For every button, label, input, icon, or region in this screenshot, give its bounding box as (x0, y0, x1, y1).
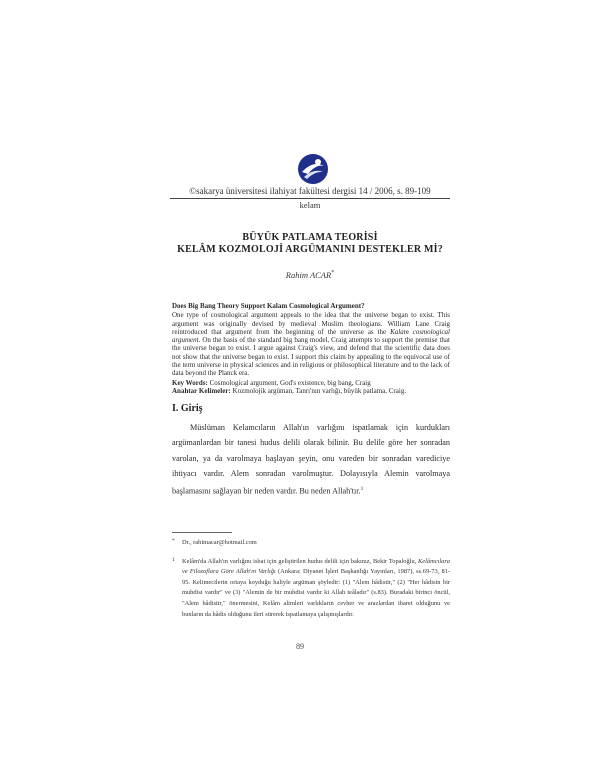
footnote-rule (172, 532, 232, 533)
footnote-author (172, 538, 450, 549)
header-rule (170, 198, 450, 199)
journal-citation: ©sakarya üniversitesi ilahiyat fakültesi dergisi 14 / 2006, s. 89-109 (189, 186, 431, 196)
footnotes (172, 538, 450, 628)
abstract-body (172, 311, 450, 377)
paragraph-text: Müslüman Kelamcıların Allah'ın varlığını ispatlamak için kurdukları argümanlardan bir tanesi hudus delili olarak bilinir. Bu delile göre her sonradan varolan, ya da varolmaya başlayan şeyin, onu vareden bir sonradan varediciye ihtiyacı vardır. Alem sonradan varolmuştur. Dolayısıyla Alemin varolmaya başlamasını sağlayan bir neden vardır. Bu neden Allah'tır. (172, 423, 450, 496)
abstract (172, 302, 450, 395)
abstract-term: Kalam cosmological argument. (172, 327, 451, 345)
university-logo-icon (296, 152, 330, 186)
page-number: 89 (296, 642, 304, 651)
author-name: Rahim ACAR (285, 270, 332, 280)
abstract-text-b: On the basis of the standard big bang model, Craig attempts to support the premise that the universe began to exist. I argue against Craig's view, and defend that the scientific data does not show that the universe began to exist. I support this claim by appealing to the equivocal use of the term universe in physical sciences and in religious or philosophical literature and to the lack of data beyond the Planck era. (172, 336, 450, 378)
abstract-title: Does Big Bang Theory Support Kalam Cosmological Argument? (172, 302, 365, 310)
keywords-label: Key Words: (172, 378, 208, 387)
keywords (172, 379, 450, 387)
article-title (140, 232, 480, 256)
anahtar-values: Kozmolojik argüman, Tanrı'nın varlığı, büyük patlama, Craig. (232, 386, 407, 395)
body-text (172, 420, 450, 499)
footnote-ref[interactable]: 1 (360, 485, 364, 492)
keywords-values: Cosmological argument, God's existence, big bang, Craig (209, 378, 371, 387)
section-heading: I. Giriş (172, 403, 203, 414)
footnote-1 (172, 557, 450, 621)
author (160, 270, 460, 280)
footnote-mark: * (172, 538, 175, 544)
footnote-mark: 1 (172, 556, 175, 563)
footnote-text: Dr., rahimacar@hotmail.com (182, 539, 257, 546)
anahtar-label: Anahtar Kelimeler: (172, 386, 231, 395)
abstract-text-a: One type of cosmological argument appeals to the idea that the universe began to exist. This argument was originally devised by medieval Muslim theologians. William Lane Craig reintroduced that argument from the beginning of the universe as the (172, 311, 450, 336)
title-line-2: KELÂM KOZMOLOJİ ARGÜMANINI DESTEKLER Mİ? (177, 244, 443, 255)
anahtar-kelimeler (172, 387, 450, 395)
footnote-text-b: (Ankara: Diyanet İşleri Başkanlığı Yayınları, 1987), ss.69-73, 81-95. Kelimecilerin ortaya koyduğu haliyle argüman şöyledir: (1) "Alem hâdistir," (2) "Her hâdisin bir muhdisi vardır" ve (3) "Alemin de bir muhdisi vardır ki Allah teâladır" (s.83). Buradaki birinci öncül, "Alem hâdistir," önermesini, Kelâm alimleri varlıkların cevher ve arazlardan ibaret olduğunu ve bunların da hâdis olduğunu ileri sürerek ispatlamaya çalışmışlardır. (182, 568, 451, 618)
title-line-1: BÜYÜK PATLAMA TEORİSİ (242, 232, 378, 243)
section-tag: kelam (299, 200, 321, 210)
footnote-book-title: Kelâmcılara ve Filozoflara Göre Allah'ın Varlığı (182, 557, 450, 576)
footnote-text-a: Kelâm'da Allah'ın varlığını isbat için geliştirilen hudus delili için bakınız, Bekir Topaloğlu, (182, 557, 417, 565)
body-paragraph (172, 420, 450, 499)
author-footnote-mark: * (331, 270, 335, 277)
